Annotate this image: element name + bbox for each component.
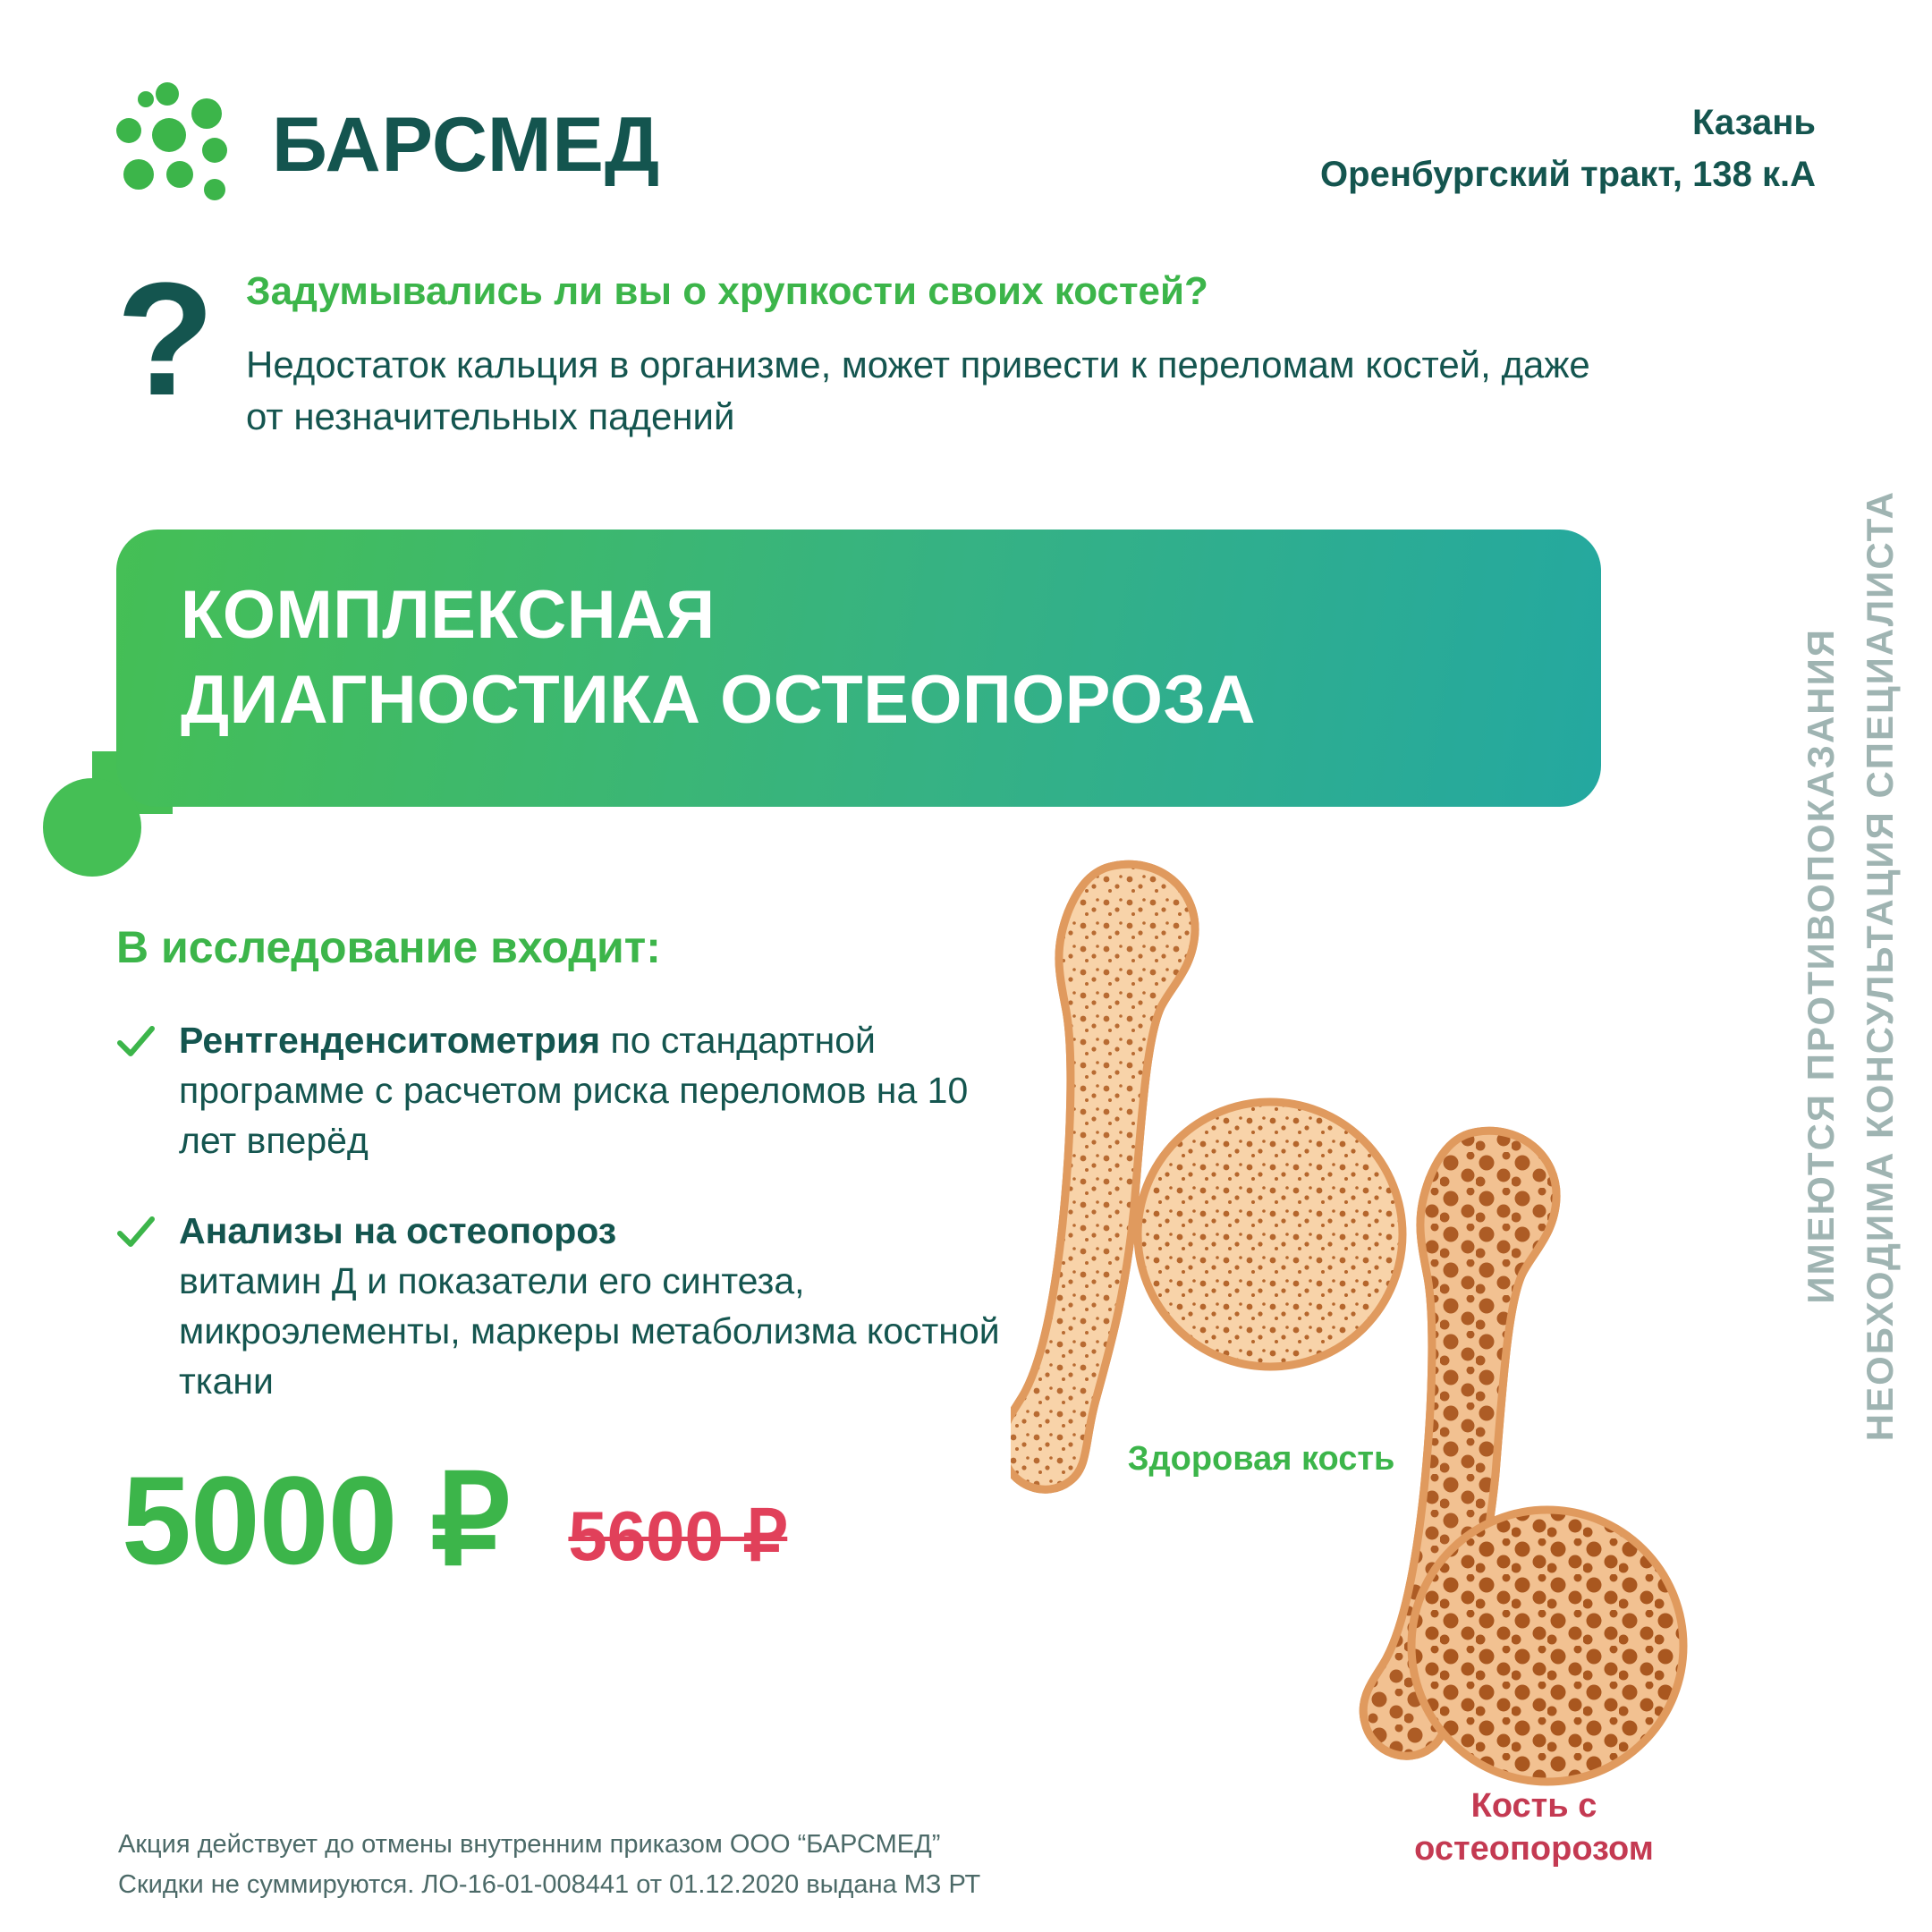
healthy-bone-caption: Здоровая кость: [1127, 1440, 1395, 1478]
bones-svg: [1011, 859, 1753, 1896]
question-mark-icon: ?: [116, 250, 215, 429]
banner-title: [181, 572, 1565, 742]
list-item: [116, 1016, 1029, 1165]
list-item: [116, 1207, 1029, 1406]
includes-title: В исследование входит:: [116, 922, 661, 972]
footer-line-2: Скидки не суммируются. ЛО-16-01-008441 от 01.12.2020 выдана МЗ РТ: [118, 1869, 981, 1899]
osteoporotic-bone-zoom-circle: [1411, 1510, 1683, 1782]
include-item-text: [179, 1207, 1029, 1406]
banner-title-line2: ДИАГНОСТИКА ОСТЕОПОРОЗА: [181, 662, 1257, 738]
logo-block[interactable]: [116, 82, 660, 208]
address-block: [1320, 97, 1816, 200]
footer-disclaimer: [118, 1825, 980, 1905]
healthy-bone-zoom-circle: [1138, 1102, 1402, 1367]
include-item-text: [179, 1016, 1029, 1165]
check-icon: [116, 1023, 156, 1063]
address-city: Казань: [1692, 103, 1816, 142]
include-item-bold: Анализы на остеопороз: [179, 1210, 617, 1252]
promo-banner: [116, 530, 1601, 807]
question-block: [116, 250, 1610, 443]
side-warning-line-2: НЕОБХОДИМА КОНСУЛЬТАЦИЯ СПЕЦИАЛИСТА: [1859, 490, 1901, 1442]
header: [116, 82, 1816, 225]
bones-illustration: [1011, 859, 1753, 1896]
include-item-bold: Рентгенденситометрия: [179, 1020, 601, 1061]
question-texts: [246, 268, 1610, 443]
check-icon: [116, 1214, 156, 1253]
question-title: Задумывались ли вы о хрупкости своих костей?: [246, 269, 1208, 313]
osteoporotic-bone-caption: Кость с остеопорозом: [1414, 1787, 1654, 1868]
includes-section: [116, 921, 1029, 1447]
side-warning: [1800, 0, 1902, 1932]
price-row: [122, 1450, 788, 1590]
address-street: Оренбургский тракт, 138 к.А: [1320, 155, 1816, 194]
price-old: 5600 ₽: [568, 1496, 788, 1575]
footer-line-1: Акция действует до отмены внутренним приказом ООО “БАРСМЕД”: [118, 1830, 941, 1859]
include-item-rest: по стандартной программе с расчетом риска переломов на 10 лет вперёд: [179, 1020, 969, 1161]
include-item-rest: витамин Д и показатели его синтеза, микроэлементы, маркеры метаболизма костной ткани: [179, 1260, 1000, 1402]
side-warning-line-1: ИМЕЮТСЯ ПРОТИВОПОКАЗАНИЯ: [1800, 628, 1842, 1304]
brand-name: БАРСМЕД: [272, 102, 661, 188]
banner-title-line1: КОМПЛЕКСНАЯ: [181, 577, 716, 653]
dots-cluster-logo-icon: [116, 82, 242, 208]
price-new: 5000 ₽: [122, 1450, 510, 1590]
question-subtitle: Недостаток кальция в организме, может привести к переломам костей, даже от незначительных падений: [246, 343, 1590, 437]
